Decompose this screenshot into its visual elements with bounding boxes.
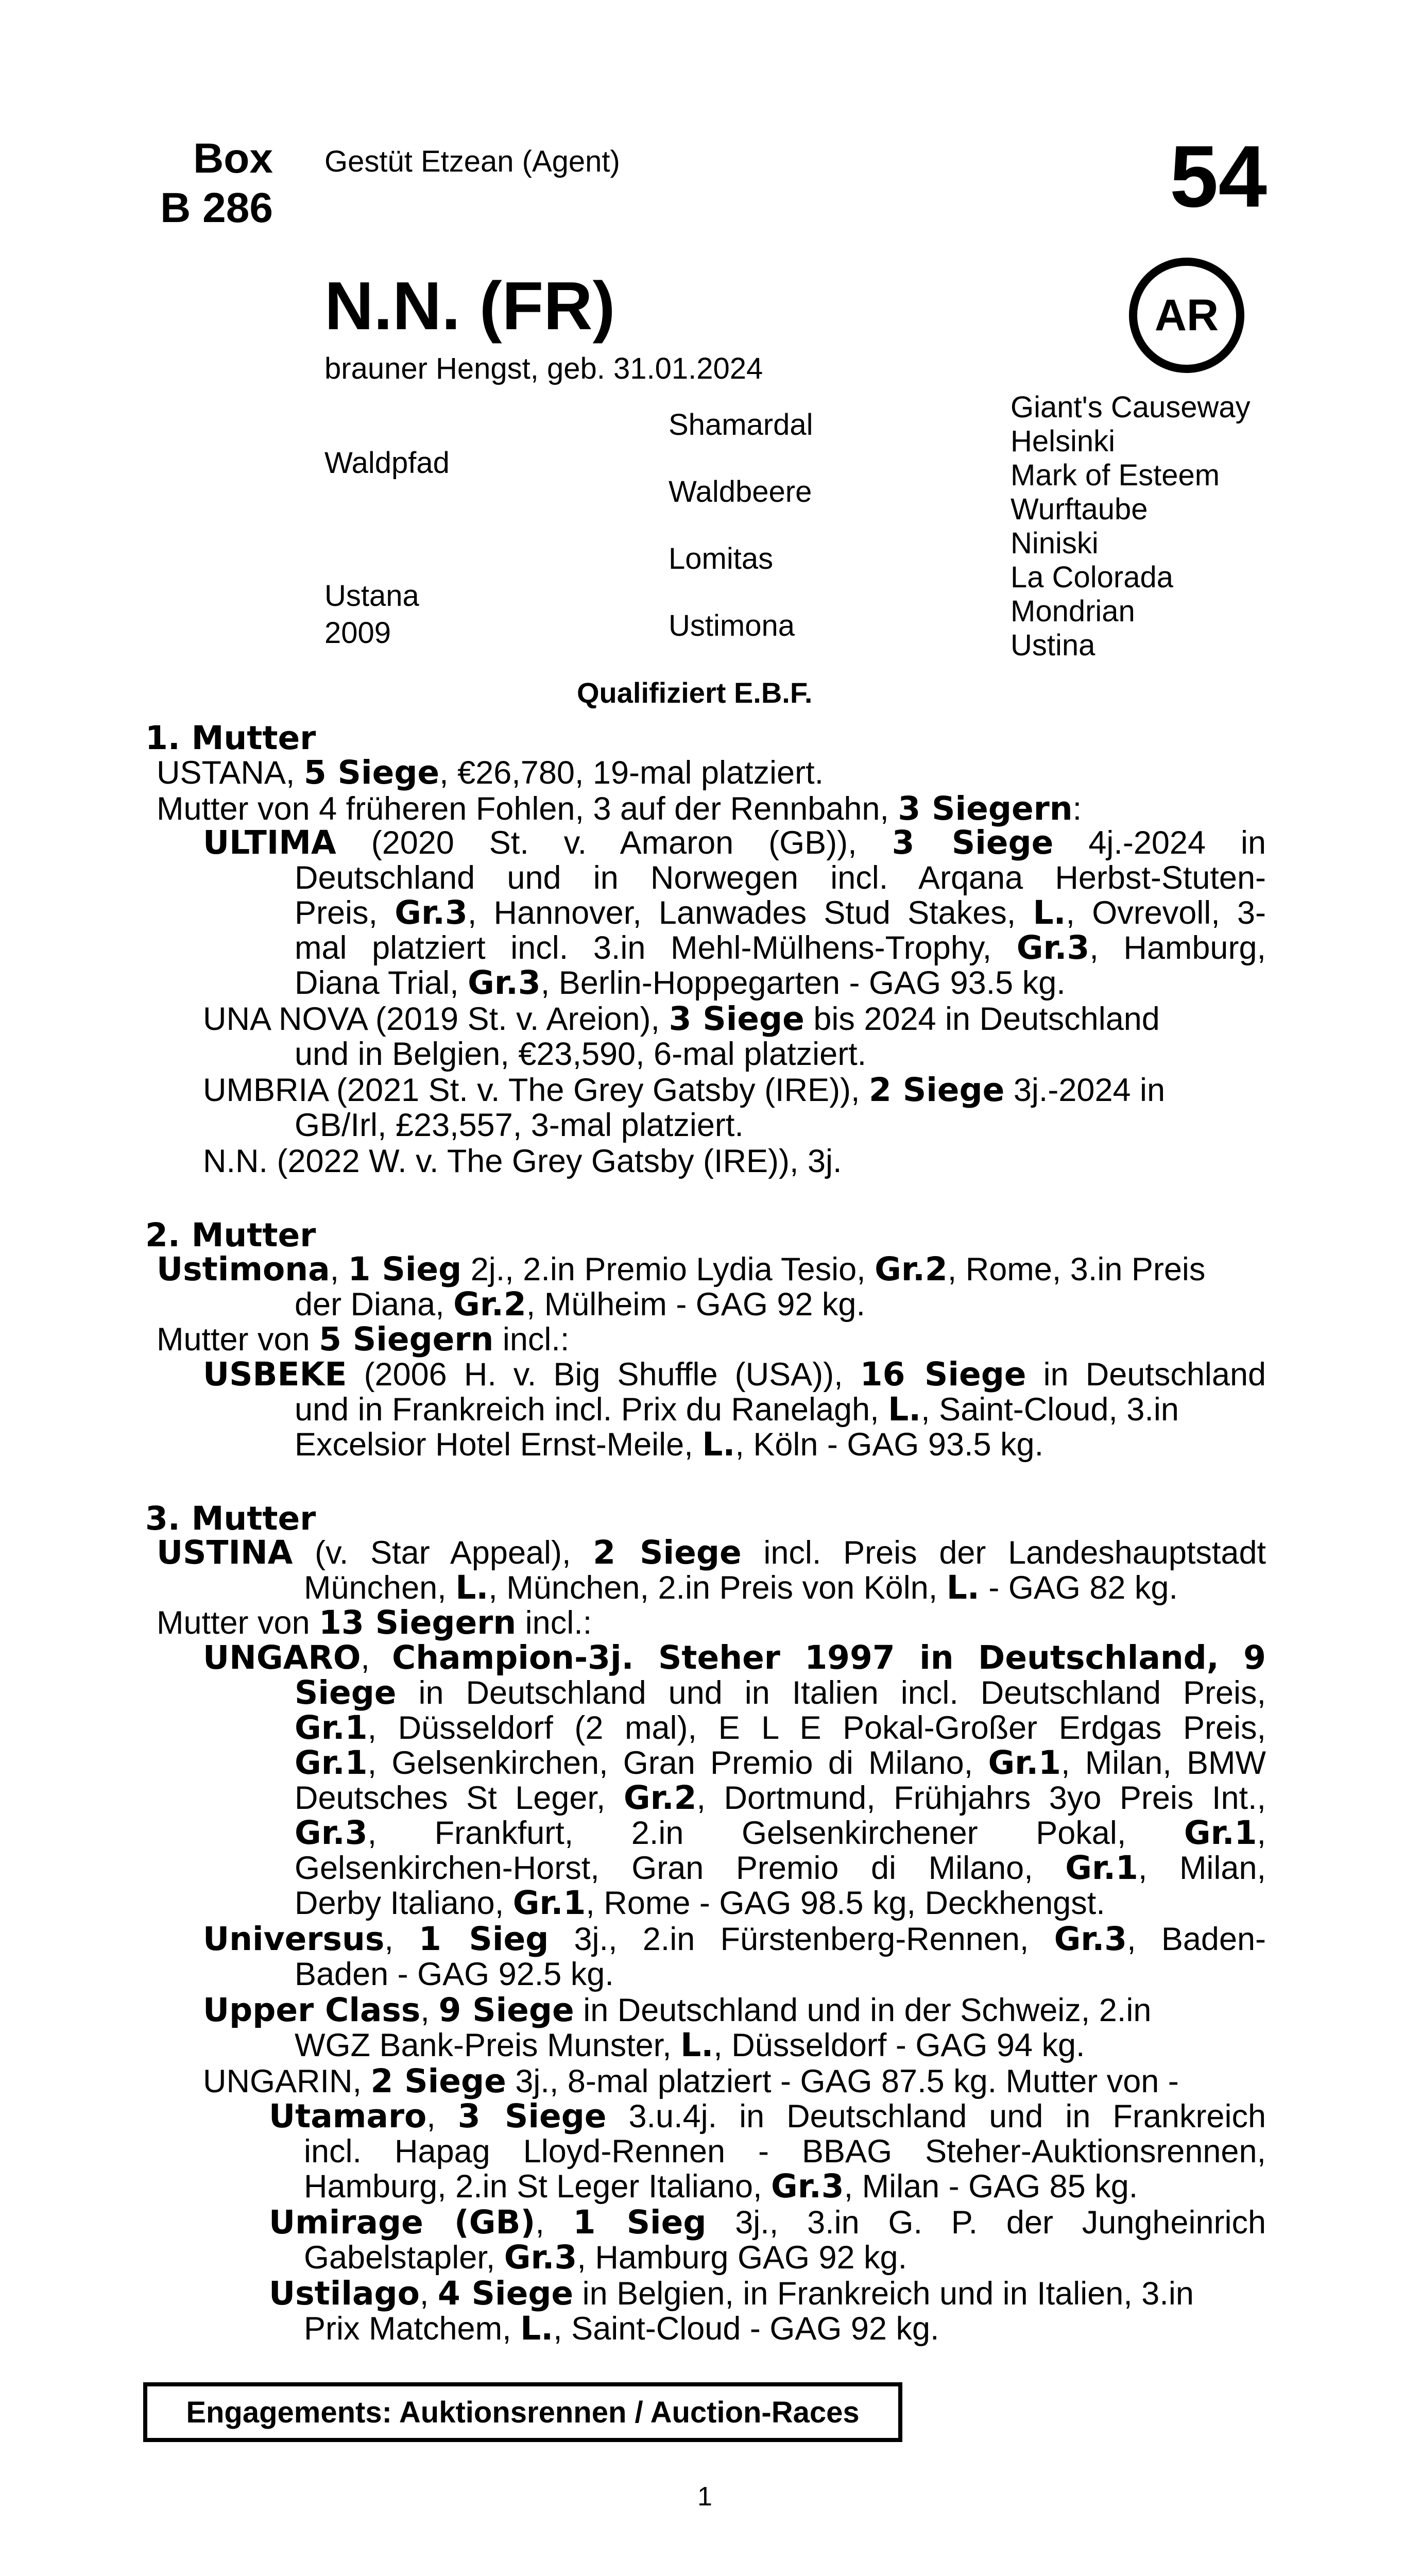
text-line: Umirage (GB), 1 Sieg 3j., 3.in G. P. der Jungheinrich xyxy=(269,2204,1266,2241)
ar-badge-text: AR xyxy=(1154,290,1219,340)
text-line: Gr.1, Gelsenkirchen, Gran Premio di Milano, Gr.1, Milan, BMW xyxy=(295,1744,1266,1782)
engagements-text: Engagements: Auktionsrennen / Auction-Races xyxy=(186,2395,860,2429)
text-line: ULTIMA (2020 St. v. Amaron (GB)), 3 Siege 4j.-2024 in xyxy=(203,824,1266,861)
pedigree-grandparent: Shamardal xyxy=(669,408,813,442)
text-line: Universus, 1 Sieg 3j., 2.in Fürstenberg-Rennen, Gr.3, Baden- xyxy=(203,1920,1266,1958)
text-line: USTINA (v. Star Appeal), 2 Siege incl. Preis der Landeshauptstadt xyxy=(157,1534,1266,1571)
text-line: UNA NOVA (2019 St. v. Areion), 3 Siege bis 2024 in Deutschland xyxy=(203,1000,1160,1038)
agent-name: Gestüt Etzean (Agent) xyxy=(324,145,620,178)
pedigree-sire: Waldpfad xyxy=(324,446,450,480)
pedigree-great-grandparent: Helsinki xyxy=(1011,425,1116,458)
text-line: Gr.3, Frankfurt, 2.in Gelsenkirchener Pokal, Gr.1, xyxy=(295,1814,1266,1852)
pedigree-great-grandparent: Ustina xyxy=(1011,629,1095,662)
text-line: UNGARIN, 2 Siege 3j., 8-mal platziert - GAG 87.5 kg. Mutter von - xyxy=(203,2062,1179,2100)
section-heading-first-dam: 1. Mutter xyxy=(145,719,316,757)
text-line: Gr.1, Düsseldorf (2 mal), E L E Pokal-Großer Erdgas Preis, xyxy=(295,1709,1266,1747)
box-label xyxy=(134,134,273,233)
text-line: N.N. (2022 W. v. The Grey Gatsby (IRE)), 3j. xyxy=(203,1143,842,1179)
text-line: USTANA, 5 Siege, €26,780, 19-mal platziert. xyxy=(157,754,824,791)
section-heading-third-dam: 3. Mutter xyxy=(145,1500,316,1537)
text-line: Utamaro, 3 Siege 3.u.4j. in Deutschland und in Frankreich xyxy=(269,2097,1266,2135)
pedigree-dam: Ustana xyxy=(324,579,419,613)
text-line: Upper Class, 9 Siege in Deutschland und in der Schweiz, 2.in xyxy=(203,1991,1152,2029)
pedigree-great-grandparent: Niniski xyxy=(1011,527,1099,560)
text-line: Derby Italiano, Gr.1, Rome - GAG 98.5 kg, Deckhengst. xyxy=(295,1884,1105,1922)
text-line: und in Frankreich incl. Prix du Ranelagh, L., Saint-Cloud, 3.in xyxy=(295,1391,1179,1428)
text-line: Ustimona, 1 Sieg 2j., 2.in Premio Lydia Tesio, Gr.2, Rome, 3.in Preis xyxy=(157,1250,1206,1288)
text-line: WGZ Bank-Preis Munster, L., Düsseldorf - GAG 94 kg. xyxy=(295,2026,1085,2064)
text-line: GB/Irl, £23,557, 3-mal platziert. xyxy=(295,1107,744,1143)
pedigree-great-grandparent: La Colorada xyxy=(1011,561,1173,594)
text-line: Gabelstapler, Gr.3, Hamburg GAG 92 kg. xyxy=(304,2239,908,2276)
page-number: 1 xyxy=(697,2482,712,2512)
text-line: USBEKE (2006 H. v. Big Shuffle (USA)), 16 Siege in Deutschland xyxy=(203,1355,1266,1393)
text-line: Excelsior Hotel Ernst-Meile, L., Köln - GAG 93.5 kg. xyxy=(295,1426,1044,1463)
engagements-box xyxy=(143,2382,902,2442)
text-line: Deutsches St Leger, Gr.2, Dortmund, Frühjahrs 3yo Preis Int., xyxy=(295,1779,1266,1817)
pedigree-great-grandparent: Mondrian xyxy=(1011,595,1135,628)
text-line: Hamburg, 2.in St Leger Italiano, Gr.3, Milan - GAG 85 kg. xyxy=(304,2167,1138,2205)
text-line: Prix Matchem, L., Saint-Cloud - GAG 92 kg. xyxy=(304,2310,939,2347)
text-line: Baden - GAG 92.5 kg. xyxy=(295,1956,614,1992)
text-line: und in Belgien, €23,590, 6-mal platziert. xyxy=(295,1036,867,1072)
pedigree-grandparent: Waldbeere xyxy=(669,475,812,509)
text-line: Mutter von 13 Siegern incl.: xyxy=(157,1604,592,1641)
ar-badge xyxy=(1129,258,1244,373)
horse-description: brauner Hengst, geb. 31.01.2024 xyxy=(324,352,763,385)
section-heading-second-dam: 2. Mutter xyxy=(145,1216,316,1254)
pedigree-great-grandparent: Mark of Esteem xyxy=(1011,459,1220,492)
text-line: Siege in Deutschland und in Italien incl. Deutschland Preis, xyxy=(295,1674,1266,1711)
text-line: Preis, Gr.3, Hannover, Lanwades Stud Stakes, L., Ovrevoll, 3- xyxy=(295,894,1266,931)
pedigree-great-grandparent: Giant's Causeway xyxy=(1011,391,1251,424)
text-line: incl. Hapag Lloyd-Rennen - BBAG Steher-Auktionsrennen, xyxy=(304,2133,1266,2170)
text-line: der Diana, Gr.2, Mülheim - GAG 92 kg. xyxy=(295,1285,865,1323)
text-line: Gelsenkirchen-Horst, Gran Premio di Milano, Gr.1, Milan, xyxy=(295,1849,1266,1887)
text-line: UNGARO, Champion-3j. Steher 1997 in Deutschland, 9 xyxy=(203,1639,1266,1676)
text-line: Deutschland und in Norwegen incl. Arqana Herbst-Stuten- xyxy=(295,860,1266,896)
box-label-line1: Box xyxy=(193,135,273,182)
text-line: München, L., München, 2.in Preis von Köln, L. - GAG 82 kg. xyxy=(304,1569,1178,1606)
qualification: Qualifiziert E.B.F. xyxy=(577,676,813,709)
text-line: Mutter von 4 früheren Fohlen, 3 auf der Rennbahn, 3 Siegern: xyxy=(157,790,1082,827)
text-line: mal platziert incl. 3.in Mehl-Mülhens-Trophy, Gr.3, Hamburg, xyxy=(295,929,1266,967)
pedigree-grandparent: Lomitas xyxy=(669,542,774,575)
lot-number: 54 xyxy=(1169,128,1267,226)
text-line: Diana Trial, Gr.3, Berlin-Hoppegarten - GAG 93.5 kg. xyxy=(295,964,1066,1002)
text-line: Mutter von 5 Siegern incl.: xyxy=(157,1320,570,1358)
pedigree-dam-year: 2009 xyxy=(324,616,391,650)
pedigree-grandparent: Ustimona xyxy=(669,609,795,642)
text-line: Ustilago, 4 Siege in Belgien, in Frankreich und in Italien, 3.in xyxy=(269,2275,1194,2312)
pedigree-great-grandparent: Wurftaube xyxy=(1011,493,1148,526)
box-number: B 286 xyxy=(160,184,273,231)
text-line: UMBRIA (2021 St. v. The Grey Gatsby (IRE)), 2 Siege 3j.-2024 in xyxy=(203,1071,1166,1109)
horse-name: N.N. (FR) xyxy=(324,268,615,344)
